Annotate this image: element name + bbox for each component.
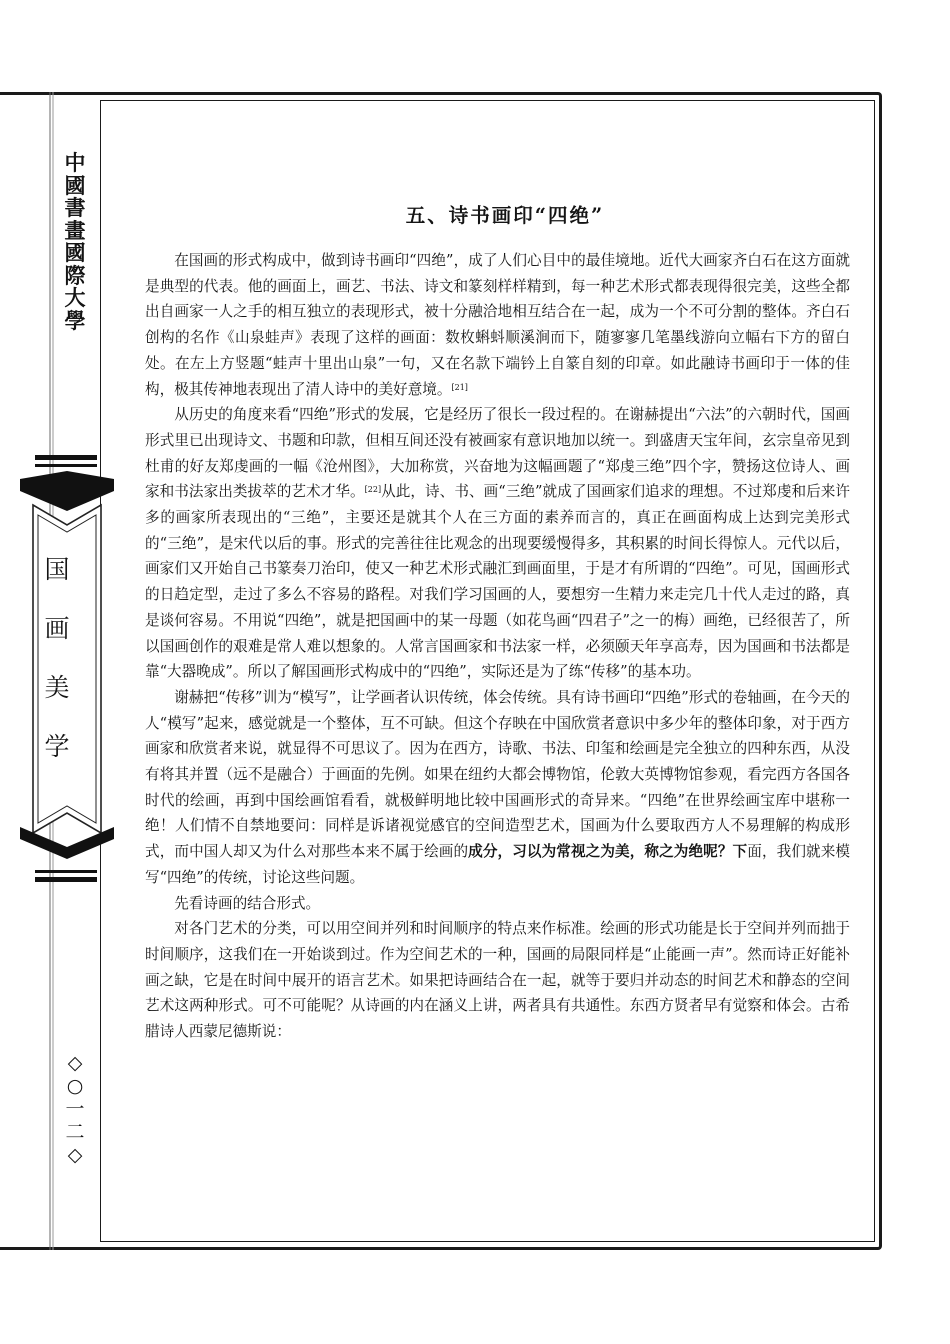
paragraph	[145, 891, 850, 917]
footnote-ref: [21]	[451, 382, 468, 392]
banner-title-char: 画	[44, 614, 70, 643]
sidebar-title-char: 國	[64, 172, 86, 198]
text-segment: 从历史的角度来看“四绝”形式的发展，它是经历了很长一段过程的。在谢赫提出“六法”的六朝时代，国画形式里已出现诗文、书题和印款，但相互间还没有被画家有意识地加以统一。到盛唐天宝年间，玄宗皇帝见到杜甫的好友郑虔画的一幅《沧州图》，大加称赏，兴奋地为这幅画题了“郑虔三绝”四个字，赞扬这位诗人、画家和书法家出类拔萃的艺术才华。	[145, 406, 850, 501]
page-number-char: ○	[66, 1075, 84, 1097]
text-segment: 成分，习以为常视之为美，称之为绝呢？下	[468, 843, 748, 861]
sidebar-title-char: 學	[64, 307, 86, 333]
page-number-char: ◇	[67, 1144, 83, 1166]
text-segment: 谢赫把“传移”训为“模写”，让学画者认识传统，体会传统。具有诗书画印“四绝”形式的卷轴画，在今天的人“模写”起来，感觉就是一个整体，互不可缺。但这个存映在中国欣赏者意识中多少年的整体印象，对于西方画家和欣赏者来说，就显得不可思议了。因为在西方，诗歌、书法、印玺和绘画是完全独立的四种东西，从没有将其并置（远不是融合）于画面的先例。如果在纽约大都会博物馆，伦敦大英博物馆参观，看完西方各国各时代的绘画，再到中国绘画馆看看，就极鲜明地比较中国画形式的奇异来。“四绝”在世界绘画宝库中堪称一绝！人们情不自禁地要问：同样是诉诸视觉感官的空间造型艺术，国画为什么要取西方人不易理解的构成形式，而中国人却又为什么对那些本来不属于绘画的	[145, 688, 850, 861]
text-segment: 先看诗画的结合形式。	[174, 894, 321, 912]
banner-title-char: 学	[44, 732, 70, 761]
page-number-char: ◇	[67, 1052, 83, 1074]
body-text	[145, 248, 850, 1045]
sidebar-title-char: 際	[64, 262, 86, 288]
sidebar-title-char: 畫	[64, 217, 86, 243]
sidebar-title-char: 書	[64, 195, 86, 220]
page-number	[62, 1052, 88, 1167]
text-segment: 面，我们就来模写“四绝”的传统，讨论这些问题。	[145, 843, 850, 886]
paragraph	[145, 916, 850, 1045]
banner-title	[40, 540, 74, 776]
paragraph	[145, 248, 850, 402]
page-number-char: 二	[65, 1121, 85, 1143]
footnote-ref: [22]	[364, 485, 382, 495]
text-segment: 对各门艺术的分类，可以用空间并列和时间顺序的特点来作标准。绘画的形式功能是长于空间并列而拙于时间顺序，这我们在一开始谈到过。作为空间艺术的一种，国画的局限同样是“止能画一声”。然而诗正好能补画之缺，它是在时间中展开的语言艺术。如果把诗画结合在一起，就等于要归并动态的时间艺术和静态的空间艺术这两种形式。可不可能呢？从诗画的内在涵义上讲，两者具有共通性。东西方贤者早有觉察和体会。古希腊诗人西蒙尼德斯说：	[145, 920, 850, 1041]
paragraph	[145, 685, 850, 891]
sidebar-school-title	[62, 152, 88, 332]
text-segment: 从此，诗、书、画“三绝”就成了国画家们追求的理想。不过郑虔和后来许多的画家所表现出的“三绝”，主要还是就其个人在三方面的素养而言的，真正在画面构成上达到完美形式的“三绝”，是宋代以后的事。形式的完善往往比观念的出现要缓慢得多，其积累的时间长得惊人。元代以后，画家们又开始自己书篆奏刀治印，使又一种艺术形式融汇到画面里，于是才有所谓的“四绝”。可见，国画形式的日趋定型，走过了多么不容易的路程。对我们学习国画的人，要想穷一生精力来走完几十代人走过的路，真是谈何容易。不用说“四绝”，就是把国画中的某一母题（如花鸟画“四君子”之一的梅）画绝，已经很苦了，所以国画创作的艰难是常人难以想象的。人常言国画家和书法家一样，必须颐天年享高寿，因为国画和书法都是靠“大器晚成”。所以了解国画形式构成中的“四绝”，实际还是为了练“传移”的基本功。	[145, 483, 850, 681]
banner-title-char: 美	[44, 673, 70, 702]
banner-title-char: 国	[44, 555, 70, 584]
sidebar-title-char: 中	[64, 150, 86, 175]
paragraph	[145, 402, 850, 685]
sidebar-title-char: 國	[64, 240, 86, 265]
text-segment: 在国画的形式构成中，做到诗书画印“四绝”，成了人们心目中的最佳境地。近代大画家齐白石在这方面就是典型的代表。他的画面上，画艺、书法、诗文和篆刻样样精到，每一种艺术形式都表现得很完美，这些全都出自画家一人之手的相互独立的表现形式，被十分融洽地相互结合在一起，成为一个不可分割的整体。齐白石创构的名作《山泉蛙声》表现了这样的画面：数枚蝌蚪顺溪涧而下，随寥寥几笔墨线游向立幅右下方的留白处。在左上方竖题“蛙声十里出山泉”一句，又在名款下端钤上自篆自刻的印章。如此融诗书画印于一体的佳构，极其传神地表现出了清人诗中的美好意境。	[145, 252, 850, 398]
sidebar-title-char: 大	[64, 285, 86, 310]
section-heading: 五、诗书画印“四绝”	[405, 204, 605, 227]
page-number-char: 一	[65, 1098, 85, 1120]
